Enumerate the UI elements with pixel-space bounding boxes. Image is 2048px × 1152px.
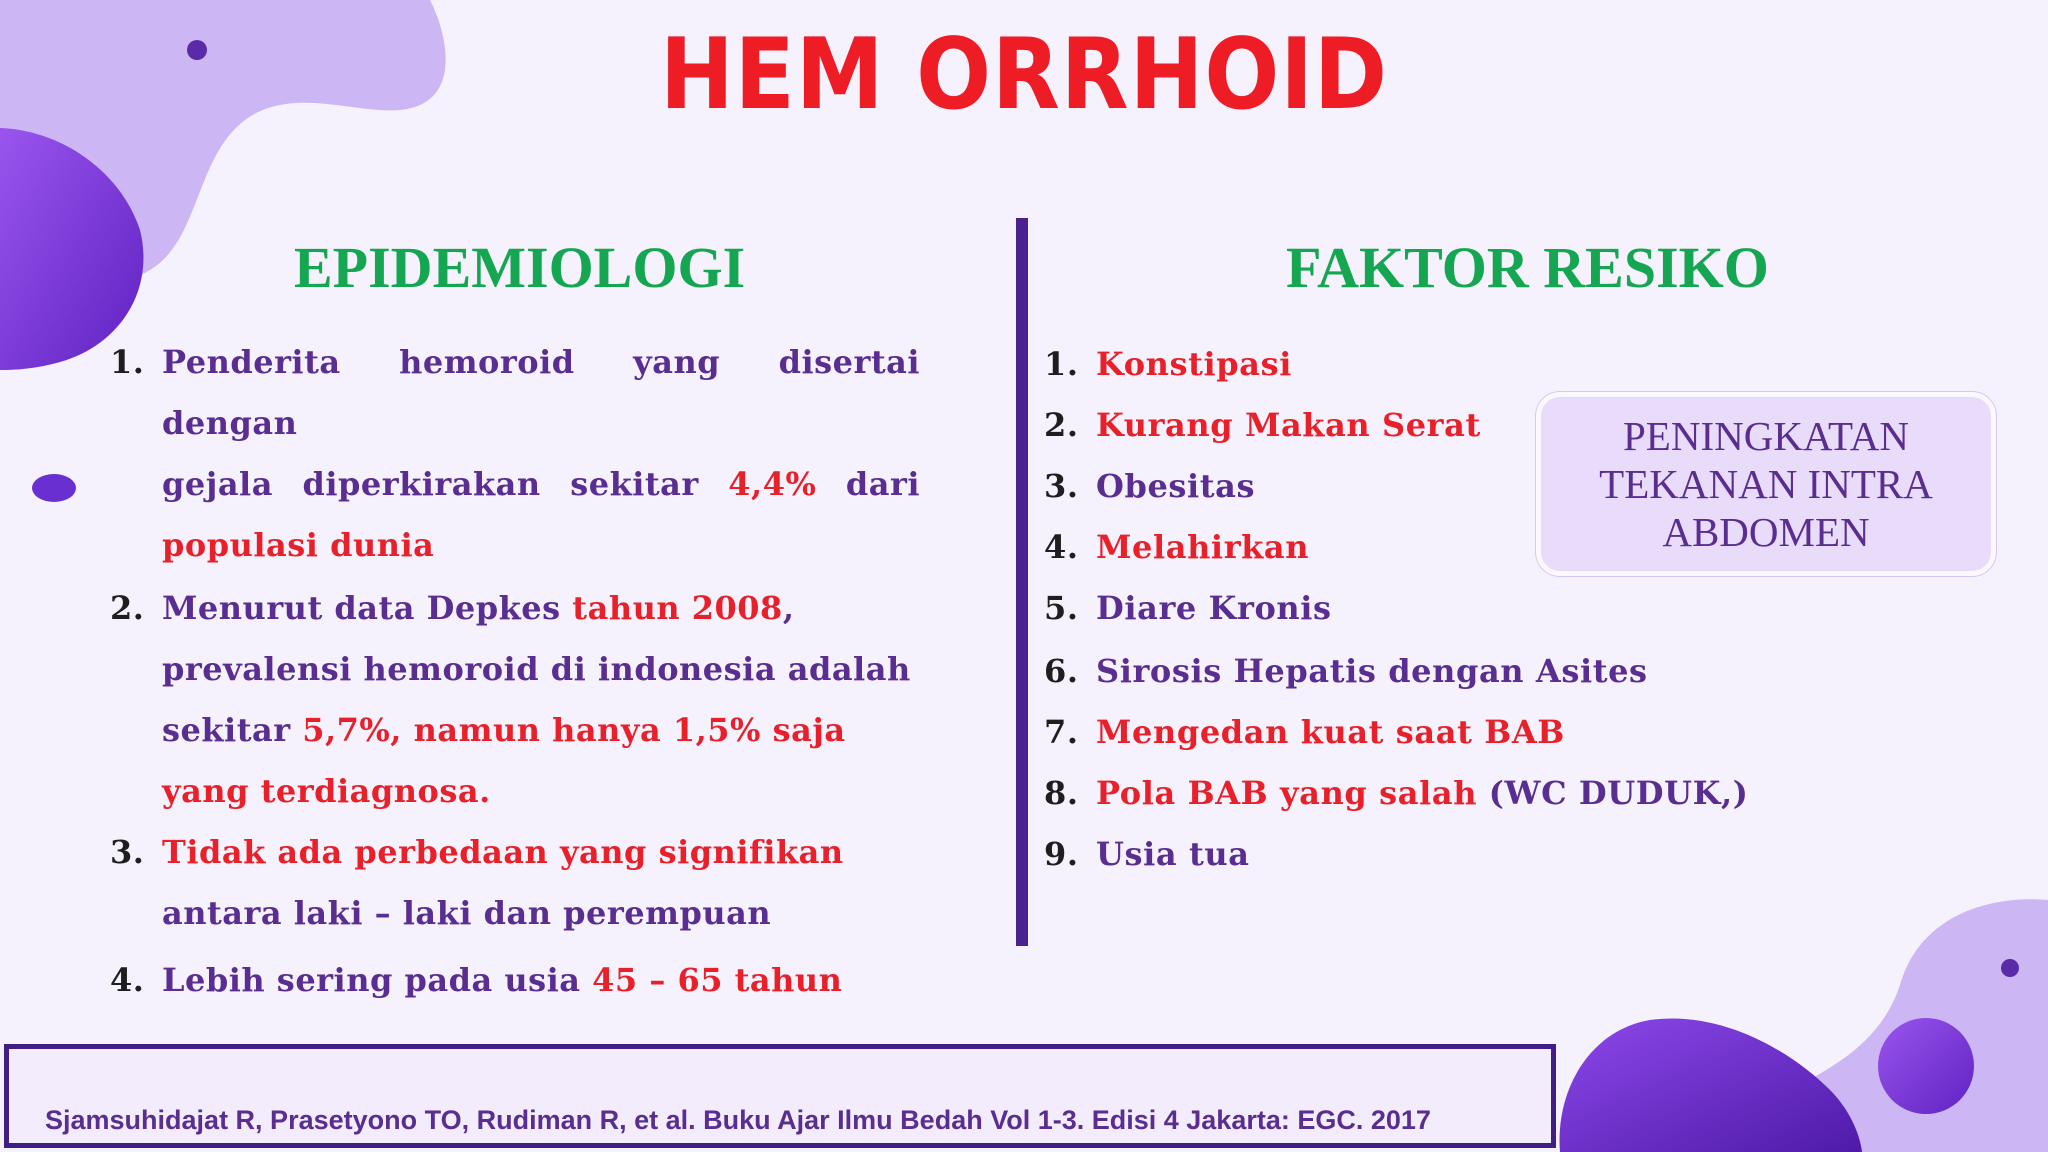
citation-text: Sjamsuhidajat R, Prasetyono TO, Rudiman R, et al. Buku Ajar Ilmu Bedah Vol 1-3. Edisi 4 Jakarta: EGC. 2017	[45, 1105, 1431, 1135]
list-item: 3. Obesitas	[1044, 467, 1256, 505]
list-number: 2.	[110, 589, 145, 627]
list-item: 5. Diare Kronis	[1044, 589, 1332, 627]
faktor-resiko-heading: FAKTOR RESIKO	[1286, 235, 1769, 300]
list-number: 3.	[110, 833, 145, 871]
list-number: 1.	[110, 343, 145, 381]
callout-line: ABDOMEN	[1662, 509, 1870, 555]
list-item	[110, 332, 920, 576]
list-item: 1. Konstipasi	[1044, 345, 1292, 383]
list-item: 6. Sirosis Hepatis dengan Asites	[1044, 652, 1648, 690]
list-item	[110, 578, 920, 822]
list-item	[110, 950, 920, 1011]
list-item: 9. Usia tua	[1044, 835, 1250, 873]
list-item	[110, 822, 920, 944]
epidemiologi-heading: EPIDEMIOLOGI	[294, 235, 746, 300]
item-text-line: Penderita hemoroid yang disertai dengan	[162, 343, 920, 442]
page-title: HEM ORRHOID	[659, 18, 1389, 132]
column-divider	[1016, 218, 1028, 946]
callout-box	[1536, 392, 1996, 576]
item-text: Menurut data Depkes tahun 2008, prevalensi hemoroid di indonesia adalah sekitar 5,7%, namun hanya 1,5% saja yang terdiagnosa.	[162, 589, 911, 810]
purple-blob-bottom-right	[1560, 1018, 1862, 1152]
list-item: 7. Mengedan kuat saat BAB	[1044, 713, 1565, 751]
callout-line: TEKANAN INTRA	[1599, 461, 1933, 507]
item-text: Tidak ada perbedaan yang signifikan antara laki – laki dan perempuan	[162, 833, 844, 932]
epidemiologi-list	[110, 332, 920, 1011]
dot-bottom-right	[2001, 959, 2019, 977]
item-text-line: populasi dunia	[162, 526, 435, 564]
purple-ball-bottom-right	[1878, 1018, 1974, 1114]
item-text-line: gejala diperkirakan sekitar 4,4% dari	[162, 465, 920, 503]
list-item: 8. Pola BAB yang salah (WC DUDUK,)	[1044, 774, 1749, 812]
citation-footer	[4, 1044, 1556, 1148]
item-text: Lebih sering pada usia 45 – 65 tahun	[162, 961, 843, 999]
list-item: 4. Melahirkan	[1044, 528, 1310, 566]
pill-left	[32, 474, 76, 502]
list-number: 4.	[110, 961, 145, 999]
list-item: 2. Kurang Makan Serat	[1044, 406, 1481, 444]
callout-line: PENINGKATAN	[1623, 413, 1909, 459]
